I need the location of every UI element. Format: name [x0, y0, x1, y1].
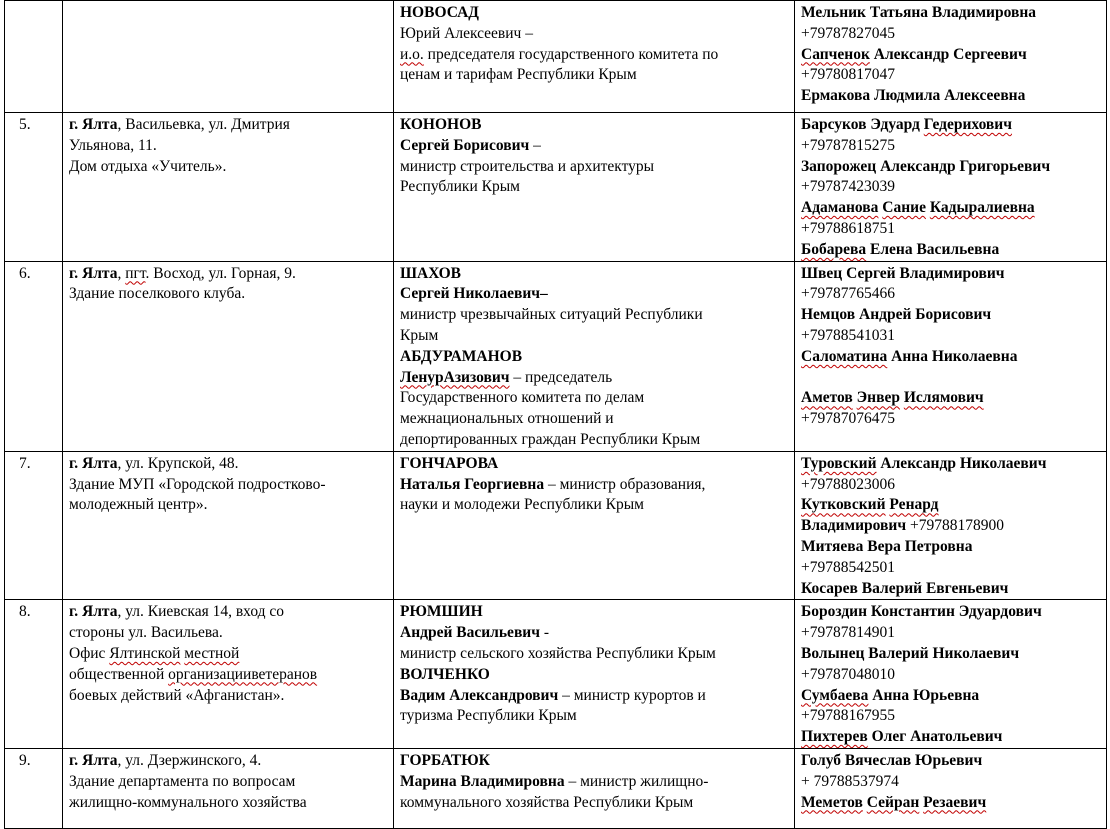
- cell-line: [801, 115, 1100, 136]
- cell-line: [801, 623, 1100, 644]
- cell-line: [69, 751, 387, 772]
- text-run: Бобарева: [801, 240, 867, 258]
- text-run: –: [529, 136, 541, 154]
- text-run: Государственного комитета по делам: [400, 389, 645, 407]
- row-number: 7.: [5, 451, 63, 600]
- cell-line: [801, 388, 1100, 409]
- text-run: депортированных граждан Республики Крым: [400, 430, 701, 448]
- cell-line: [400, 368, 788, 389]
- text-run: Офис: [69, 644, 110, 662]
- text-run: г. Ялта: [69, 454, 118, 472]
- address-cell: [63, 1, 394, 113]
- cell-line: [400, 326, 788, 347]
- cell-line: [801, 347, 1100, 368]
- polling-stations-table: [4, 0, 1107, 829]
- text-run: Аметов: [801, 389, 853, 407]
- cell-line: [801, 579, 1100, 600]
- text-run: Юрий Алексеевич –: [400, 24, 533, 42]
- cell-line: [69, 686, 387, 707]
- text-run: Ялтинской: [109, 644, 181, 662]
- text-run: Адаманова: [801, 199, 879, 217]
- cell-line: [801, 706, 1100, 727]
- text-run: ГОНЧАРОВА: [400, 454, 499, 472]
- text-run: ГОРБАТЮК: [400, 751, 490, 769]
- text-run: Ислямович: [903, 389, 984, 407]
- text-run: г. Ялта: [69, 264, 118, 282]
- text-run: Митяева Вера Петровна: [801, 537, 973, 555]
- text-run: молодежный центр».: [69, 496, 208, 514]
- text-run: Здание поселкового клуба.: [69, 285, 246, 303]
- cell-line: [801, 516, 1100, 537]
- cell-line: [69, 136, 387, 157]
- address-cell: [63, 600, 394, 749]
- cell-line: [69, 454, 387, 475]
- text-run: +79787765466: [801, 285, 895, 303]
- text-run: , ул. Киевская 14, вход со: [117, 603, 285, 621]
- text-run: Сейран: [866, 793, 920, 811]
- cell-line: [400, 793, 788, 814]
- cell-line: [801, 284, 1100, 305]
- text-run: АБДУРАМАНОВ: [400, 347, 523, 365]
- cell-line: [400, 264, 788, 285]
- text-run: жилищно-коммунального хозяйства: [69, 793, 307, 811]
- cell-line: [801, 686, 1100, 707]
- text-run: министр сельского хозяйства Республики Крым: [400, 644, 716, 662]
- text-run: +79787815275: [801, 136, 895, 154]
- text-run: организацииветеранов: [168, 665, 318, 683]
- text-run: +79787423039: [801, 178, 895, 196]
- text-run: , ул. Дзержинского, 4.: [117, 751, 262, 769]
- text-run: Туровский: [801, 454, 877, 472]
- contacts-cell: [795, 1, 1107, 113]
- cell-line: [801, 240, 1100, 261]
- cell-line: [801, 157, 1100, 178]
- text-run: , ул. Крупской, 48.: [117, 454, 239, 472]
- cell-line: [69, 644, 387, 665]
- text-run: общественной: [69, 665, 169, 683]
- cell-line: [400, 751, 788, 772]
- contacts-cell: [795, 451, 1107, 600]
- cell-line: [400, 305, 788, 326]
- text-run: Сергей Борисович: [400, 136, 530, 154]
- cell-line: [400, 388, 788, 409]
- cell-line: [400, 65, 788, 86]
- cell-line: [801, 793, 1100, 814]
- cell-line: [801, 305, 1100, 326]
- cell-line: [400, 454, 788, 475]
- text-run: ВОЛЧЕНКО: [400, 665, 490, 683]
- text-run: Ермакова Людмила Алексеевна: [801, 87, 1026, 105]
- text-run: Андрей Васильевич: [400, 624, 540, 642]
- text-run: – министр жилищно-: [564, 772, 709, 790]
- cell-line: [801, 177, 1100, 198]
- cell-line: [69, 157, 387, 178]
- row-number: 8.: [5, 600, 63, 749]
- text-run: Швец Сергей Владимирович: [801, 264, 1005, 282]
- text-run: Голуб Вячеслав Юрьевич: [801, 751, 983, 769]
- cell-line: [801, 136, 1100, 157]
- text-run: Владимирович: [801, 517, 907, 535]
- address-cell: [63, 748, 394, 828]
- text-run: Немцов Андрей Борисович: [801, 306, 992, 324]
- text-run: – министр курортов и: [558, 686, 706, 704]
- cell-line: [400, 686, 788, 707]
- cell-line: [400, 284, 788, 305]
- cell-line: [69, 115, 387, 136]
- row-number: 6.: [5, 261, 63, 451]
- cell-line: [69, 772, 387, 793]
- text-run: Запорожец Александр Григорьевич: [801, 157, 1051, 175]
- text-run: – председатель: [509, 368, 613, 386]
- cell-line: [801, 558, 1100, 579]
- contacts-cell: [795, 261, 1107, 451]
- text-run: Кутковский: [801, 496, 886, 514]
- cell-line: [400, 45, 788, 66]
- address-cell: [63, 261, 394, 451]
- text-run: ,: [117, 264, 126, 282]
- text-run: РЮМШИН: [400, 603, 483, 621]
- text-run: +79788542501: [801, 558, 895, 576]
- text-run: +79787048010: [801, 665, 895, 683]
- cell-line: [400, 115, 788, 136]
- text-run: Дом отдыха «Учитель».: [69, 157, 227, 175]
- text-run: Сумбаева: [801, 686, 869, 704]
- text-run: +79788023006: [801, 475, 895, 493]
- cell-line: [801, 665, 1100, 686]
- table-row: [5, 113, 1107, 262]
- cell-line: [400, 665, 788, 686]
- text-run: ценам и тарифам Республики Крым: [400, 66, 637, 84]
- contacts-cell: [795, 600, 1107, 749]
- cell-line: [801, 537, 1100, 558]
- text-run: Наталья Георгиевна: [400, 475, 545, 493]
- cell-line: [69, 264, 387, 285]
- text-run: Бороздин Константин Эдуардович: [801, 603, 1042, 621]
- cell-line: [69, 475, 387, 496]
- cell-line: [801, 45, 1100, 66]
- officials-cell: [394, 1, 795, 113]
- text-run: . Восход, ул. Горная, 9.: [145, 264, 296, 282]
- cell-line: [801, 368, 1100, 389]
- cell-line: [801, 65, 1100, 86]
- cell-line: [801, 644, 1100, 665]
- text-run: Мельник Татьяна Владимировна: [801, 4, 1036, 21]
- cell-line: [400, 772, 788, 793]
- text-run: Олег Анатольевич: [867, 728, 1003, 746]
- cell-line: [801, 3, 1100, 24]
- cell-line: [400, 3, 788, 24]
- officials-cell: [394, 261, 795, 451]
- text-run: Энвер: [856, 389, 900, 407]
- text-run: Гедерихович: [923, 116, 1012, 133]
- cell-line: [69, 602, 387, 623]
- cell-line: [400, 157, 788, 178]
- cell-line: [801, 409, 1100, 430]
- text-run: Здание МУП «Городской подростково-: [69, 475, 326, 493]
- contacts-cell: [795, 748, 1107, 828]
- text-run: местной: [184, 644, 240, 662]
- text-run: +79780817047: [801, 66, 895, 84]
- cell-line: [69, 665, 387, 686]
- cell-line: [400, 623, 788, 644]
- cell-line: [801, 454, 1100, 475]
- text-run: ШАХОВ: [400, 264, 462, 282]
- text-run: Александр Николаевич: [876, 454, 1047, 472]
- table-row: [5, 600, 1107, 749]
- text-run: +79788167955: [801, 707, 895, 725]
- address-cell: [63, 451, 394, 600]
- text-run: ЛенурАзизович: [400, 368, 510, 386]
- text-run: стороны ул. Васильева.: [69, 624, 223, 642]
- text-run: председателя государственного комитета по: [423, 45, 719, 63]
- cell-line: [400, 136, 788, 157]
- cell-line: [400, 347, 788, 368]
- cell-line: [400, 24, 788, 45]
- text-run: туризма Республики Крым: [400, 707, 577, 725]
- cell-line: [801, 198, 1100, 219]
- text-run: Здание департамента по вопросам: [69, 772, 296, 790]
- text-run: Республики Крым: [400, 178, 520, 196]
- text-run: Барсуков Эдуард: [801, 116, 924, 133]
- text-run: Сергей Николаевич–: [400, 285, 548, 303]
- cell-line: [801, 772, 1100, 793]
- text-run: науки и молодежи Республики Крым: [400, 496, 644, 514]
- cell-line: [69, 284, 387, 305]
- text-run: Меметов: [801, 793, 863, 811]
- table-row: [5, 1, 1107, 113]
- text-run: Ренард: [889, 496, 939, 514]
- row-number: 5.: [5, 113, 63, 262]
- cell-line: [801, 24, 1100, 45]
- text-run: +79787814901: [801, 624, 895, 642]
- text-run: министр строительства и архитектуры: [400, 157, 655, 175]
- text-run: коммунального хозяйства Республики Крым: [400, 793, 694, 811]
- cell-line: [400, 644, 788, 665]
- cell-line: [801, 751, 1100, 772]
- text-run: боевых действий «Афганистан».: [69, 686, 285, 704]
- address-cell: [63, 113, 394, 262]
- text-run: Сание: [882, 199, 926, 217]
- cell-line: [801, 219, 1100, 240]
- cell-line: [801, 326, 1100, 347]
- text-run: Анна Юрьевна: [868, 686, 980, 704]
- text-run: +79787827045: [801, 24, 895, 42]
- text-run: Ульянова, 11.: [69, 136, 157, 154]
- text-run: + 79788537974: [801, 772, 899, 790]
- officials-cell: [394, 113, 795, 262]
- cell-line: [400, 475, 788, 496]
- text-run: и.о.: [400, 45, 424, 63]
- text-run: пгт: [125, 264, 146, 282]
- cell-line: [801, 264, 1100, 285]
- text-run: Косарев Валерий Евгеньевич: [801, 579, 1009, 597]
- officials-cell: [394, 748, 795, 828]
- text-run: Марина Владимировна: [400, 772, 565, 790]
- officials-cell: [394, 451, 795, 600]
- text-run: Кадыралиевна: [929, 199, 1035, 217]
- cell-line: [801, 495, 1100, 516]
- text-run: г. Ялта: [69, 603, 118, 621]
- text-run: , Васильевка, ул. Дмитрия: [117, 116, 290, 133]
- cell-line: [400, 706, 788, 727]
- cell-line: [400, 602, 788, 623]
- text-run: министр чрезвычайных ситуаций Республики: [400, 306, 703, 324]
- cell-line: [801, 602, 1100, 623]
- text-run: г. Ялта: [69, 751, 118, 769]
- text-run: межнациональных отношений и: [400, 410, 614, 428]
- cell-line: [69, 793, 387, 814]
- table-row: [5, 451, 1107, 600]
- cell-line: [400, 409, 788, 430]
- text-run: +79788178900: [906, 517, 1004, 535]
- cell-line: [400, 430, 788, 451]
- text-run: Александр Сергеевич: [869, 45, 1027, 63]
- text-run: Резаевич: [923, 793, 987, 811]
- row-number: [5, 1, 63, 113]
- text-run: – министр образования,: [544, 475, 706, 493]
- cell-line: [69, 623, 387, 644]
- text-run: г. Ялта: [69, 116, 118, 133]
- text-run: +79788541031: [801, 326, 895, 344]
- officials-cell: [394, 600, 795, 749]
- text-run: Вадим Александрович: [400, 686, 559, 704]
- contacts-cell: [795, 113, 1107, 262]
- table-row: [5, 748, 1107, 828]
- cell-line: [801, 475, 1100, 496]
- text-run: +79788618751: [801, 219, 895, 237]
- text-run: Сапченок: [801, 45, 870, 63]
- text-run: Волынец Валерий Николаевич: [801, 644, 1020, 662]
- cell-line: [801, 727, 1100, 748]
- text-run: НОВОСАД: [400, 4, 479, 21]
- cell-line: [801, 86, 1100, 107]
- row-number: 9.: [5, 748, 63, 828]
- text-run: Крым: [400, 326, 439, 344]
- text-run: Елена Васильевна: [866, 240, 1000, 258]
- table-row: [5, 261, 1107, 451]
- cell-line: [400, 177, 788, 198]
- text-run: Саломатина: [801, 347, 888, 365]
- cell-line: [69, 495, 387, 516]
- text-run: -: [539, 624, 550, 642]
- text-run: Анна Николаевна: [887, 347, 1018, 365]
- text-run: КОНОНОВ: [400, 116, 482, 133]
- text-run: +79787076475: [801, 410, 895, 428]
- text-run: Пихтерев: [801, 728, 868, 746]
- cell-line: [400, 495, 788, 516]
